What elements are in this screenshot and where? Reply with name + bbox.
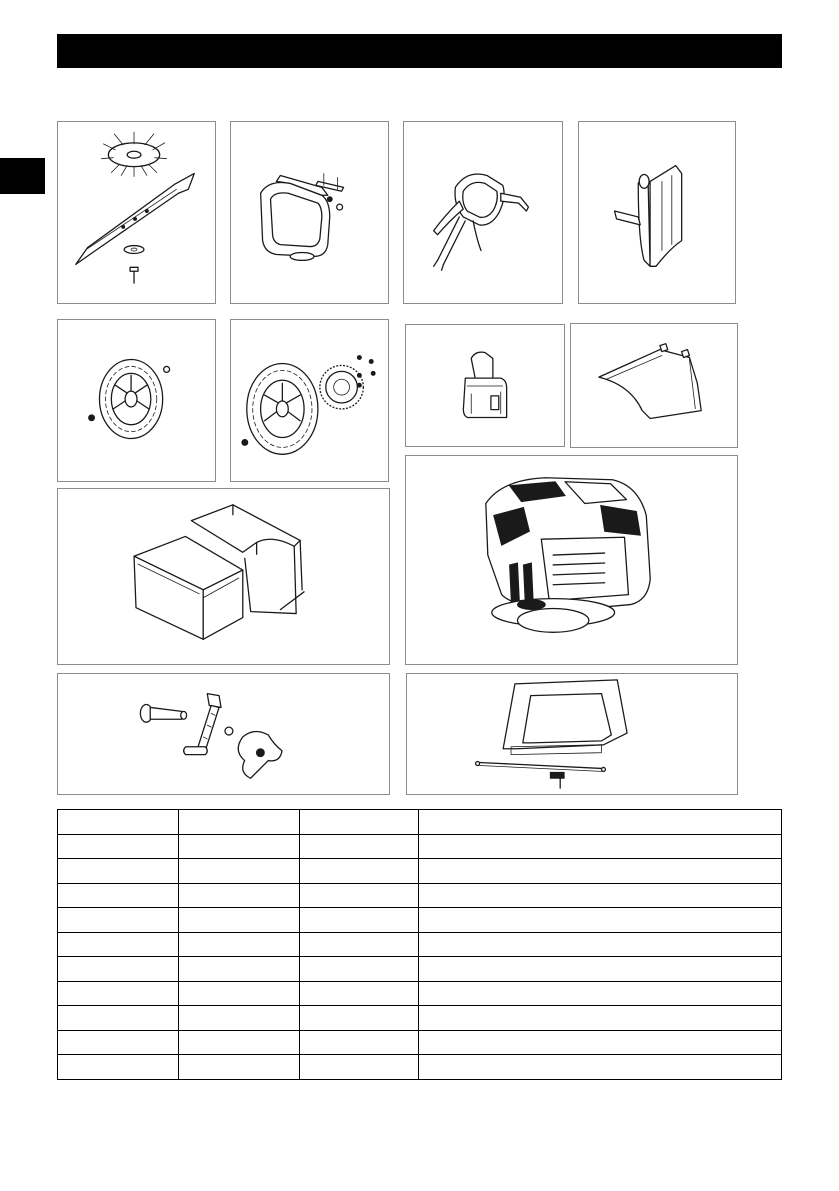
- handle-lever-icon: [404, 122, 562, 303]
- table-cell: [419, 810, 782, 835]
- table-cell: [299, 1055, 419, 1080]
- table-cell: [299, 883, 419, 908]
- discharge-flap-icon: [571, 324, 737, 447]
- table-cell: [178, 1055, 299, 1080]
- table-cell: [58, 1055, 179, 1080]
- table-cell: [299, 981, 419, 1006]
- table-cell: [299, 1030, 419, 1055]
- table-cell: [58, 834, 179, 859]
- table-cell: [419, 981, 782, 1006]
- part-panel-mulch-plug: [578, 121, 736, 304]
- table-cell: [419, 957, 782, 982]
- part-panel-discharge-flap: [570, 323, 738, 448]
- table-cell: [419, 1030, 782, 1055]
- part-panel-front-wheel: [57, 319, 216, 482]
- rear-wheel-gear-icon: [231, 320, 388, 481]
- table-cell: [178, 834, 299, 859]
- part-panel-handle-bolt-knob: [57, 673, 390, 795]
- table-cell: [178, 883, 299, 908]
- table-cell: [299, 859, 419, 884]
- table-cell: [58, 908, 179, 933]
- blade-and-fan-icon: [58, 122, 215, 303]
- table-cell: [299, 908, 419, 933]
- language-side-tab: [0, 158, 45, 194]
- rear-flap-axle-icon: [407, 674, 737, 794]
- table-cell: [58, 957, 179, 982]
- table-cell: [299, 957, 419, 982]
- safety-key-housing-icon: [231, 122, 388, 303]
- table-row: [58, 810, 782, 835]
- table-cell: [178, 932, 299, 957]
- table-cell: [299, 1006, 419, 1031]
- part-panel-rear-wheel-gear: [230, 319, 389, 482]
- table-cell: [58, 1006, 179, 1031]
- table-cell: [58, 1030, 179, 1055]
- table-cell: [299, 810, 419, 835]
- table-cell: [58, 883, 179, 908]
- grass-bag-icon: [58, 489, 389, 664]
- handle-bolt-knob-icon: [58, 674, 389, 794]
- table-cell: [178, 908, 299, 933]
- table-row: [58, 859, 782, 884]
- section-header-bar: [57, 34, 782, 68]
- part-panel-handle-lever: [403, 121, 563, 304]
- table-row: [58, 908, 782, 933]
- table-cell: [58, 932, 179, 957]
- table-cell: [299, 834, 419, 859]
- part-panel-blade-fan: [57, 121, 216, 304]
- table-cell: [419, 932, 782, 957]
- table-cell: [419, 1006, 782, 1031]
- mulch-plug-icon: [579, 122, 735, 303]
- motor-cover-icon: [406, 456, 737, 664]
- table-cell: [178, 1006, 299, 1031]
- table-row: [58, 932, 782, 957]
- table-cell: [178, 810, 299, 835]
- table-cell: [419, 834, 782, 859]
- part-panel-grass-bag: [57, 488, 390, 665]
- table-row: [58, 834, 782, 859]
- table-cell: [58, 810, 179, 835]
- table-row: [58, 1030, 782, 1055]
- table-cell: [178, 1030, 299, 1055]
- table-row: [58, 957, 782, 982]
- table-row: [58, 981, 782, 1006]
- table-cell: [419, 883, 782, 908]
- table-row: [58, 1006, 782, 1031]
- table-cell: [178, 981, 299, 1006]
- parts-list-table: [57, 809, 782, 1080]
- switch-box-icon: [406, 325, 564, 446]
- part-panel-rear-flap-axle: [406, 673, 738, 795]
- table-row: [58, 883, 782, 908]
- table-cell: [58, 981, 179, 1006]
- table-cell: [419, 859, 782, 884]
- table-cell: [419, 1055, 782, 1080]
- table-cell: [419, 908, 782, 933]
- part-panel-switch-box: [405, 324, 565, 447]
- part-panel-motor-cover: [405, 455, 738, 665]
- table-cell: [299, 932, 419, 957]
- table-cell: [178, 957, 299, 982]
- table-row: [58, 1055, 782, 1080]
- table-cell: [178, 859, 299, 884]
- front-wheel-icon: [58, 320, 215, 481]
- part-panel-safety-key-housing: [230, 121, 389, 304]
- table-cell: [58, 859, 179, 884]
